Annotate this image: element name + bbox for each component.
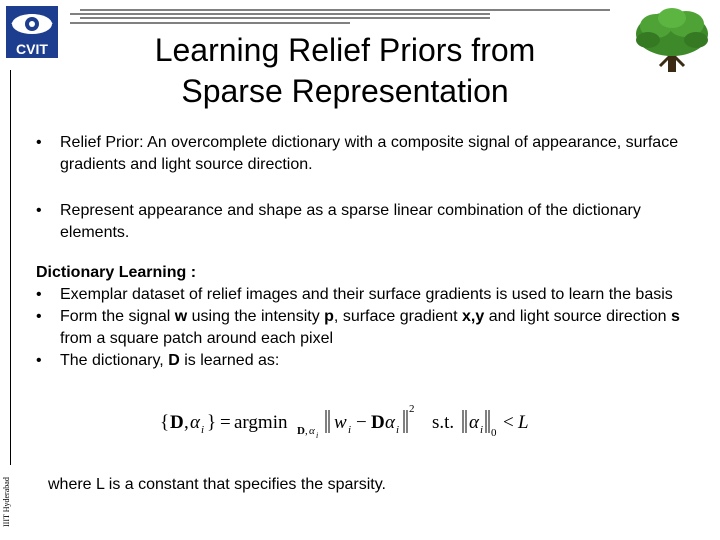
formula-lhs-sep: ,	[184, 412, 189, 433]
formula-alpha2-i: i	[480, 424, 484, 436]
signal-w: w	[174, 308, 188, 325]
bullet-text: Relief Prior: An overcomplete dictionary with a composite signal of appearance, surface gradients and light source direction.	[60, 134, 679, 173]
formula-argmin: argmin	[234, 412, 288, 433]
formula-L: L	[518, 412, 529, 433]
bullet-text: Represent appearance and shape as a sparse linear combination of the dictionary elements.	[60, 202, 641, 241]
formula-alpha: α	[385, 412, 395, 433]
formula-equals: =	[220, 412, 231, 433]
sparsity-note: where L is a constant that specifies the sparsity.	[48, 476, 386, 493]
list-item	[36, 350, 696, 372]
bullet-text-part: , surface gradient	[333, 308, 462, 325]
formula-brace-close: }	[207, 412, 217, 433]
intro-bullets	[36, 132, 696, 244]
side-label: IIIT Hyderabad	[2, 477, 11, 527]
list-item	[36, 284, 696, 306]
formula-lhs-D: D	[170, 412, 184, 433]
logo-left-text: CVIT	[16, 41, 48, 57]
formula-norm0: 0	[491, 427, 497, 439]
list-item	[36, 132, 696, 176]
list-item	[36, 306, 696, 350]
formula-lt: <	[503, 412, 514, 433]
dictionary-D: D	[168, 352, 180, 369]
bullet-text-part: from a square patch around each pixel	[60, 330, 334, 347]
bullet-text-part: is learned as:	[179, 352, 280, 369]
title-line-1: Learning Relief Priors from	[154, 32, 536, 68]
formula-sub-alpha: α	[309, 425, 315, 437]
bullet-mark: •	[36, 352, 42, 369]
formula-w-i: i	[348, 424, 352, 436]
title-line-2: Sparse Representation	[181, 73, 509, 109]
cvit-logo	[4, 4, 60, 60]
formula-minus: −	[356, 412, 367, 433]
light-s: s	[671, 308, 680, 325]
bullet-text-part: and light source direction	[484, 308, 672, 325]
side-rule	[10, 70, 11, 465]
bullet-mark: •	[36, 202, 42, 219]
header-rules	[70, 8, 610, 28]
bullet-text-part: Form the signal	[60, 308, 175, 325]
bullet-mark: •	[36, 286, 42, 303]
bullet-text-part: using the intensity	[187, 308, 325, 325]
bullet-text-part: The dictionary,	[60, 352, 169, 369]
intensity-p: p	[324, 308, 334, 325]
formula-sub-D: D	[297, 425, 305, 437]
dictionary-learning-section	[36, 262, 696, 372]
formula-D: D	[371, 412, 385, 433]
dictionary-formula	[160, 398, 540, 442]
page-title	[110, 30, 580, 112]
formula-w: w	[334, 412, 347, 433]
formula-lhs-i: i	[201, 424, 205, 436]
formula-sub-sep: ,	[305, 425, 308, 437]
tree-icon	[630, 4, 714, 76]
formula-lhs-alpha: α	[190, 412, 200, 433]
bullet-mark: •	[36, 134, 42, 151]
formula-alpha2: α	[469, 412, 479, 433]
formula-brace-open: {	[160, 412, 170, 433]
formula-sub-i: i	[316, 431, 319, 440]
bullet-mark: •	[36, 308, 42, 325]
list-item	[36, 200, 696, 244]
formula-alpha-i: i	[396, 424, 400, 436]
section-heading: Dictionary Learning :	[36, 264, 197, 281]
formula-st: s.t.	[432, 412, 455, 433]
bullet-text: Exemplar dataset of relief images and their surface gradients is used to learn the basis	[60, 286, 673, 303]
formula-power: 2	[409, 403, 415, 415]
gradient-xy: x,y	[462, 308, 485, 325]
